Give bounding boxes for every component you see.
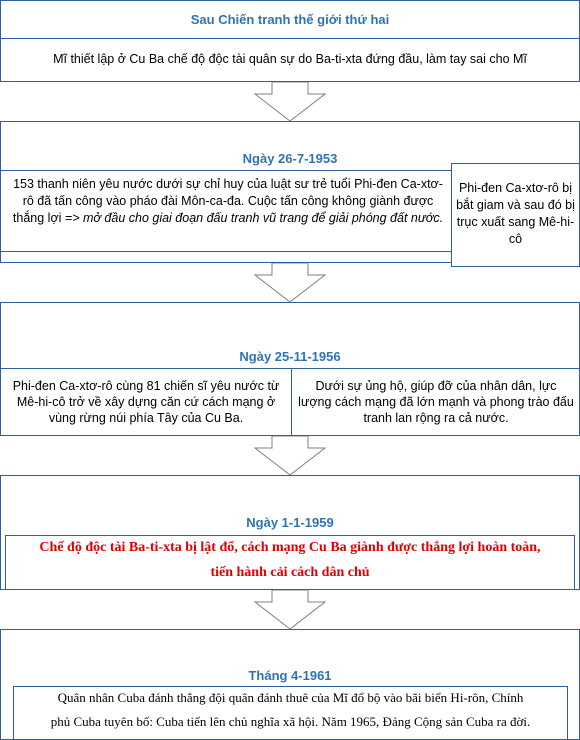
section3-right-text: Dưới sự ủng hộ, giúp đỡ của nhân dân, lực lượng cách mạng đã lớn mạnh và phong trào đấu tranh lan rộng ra cả nước. [298,379,574,425]
down-arrow-3 [254,436,326,476]
section2-main-text [8,176,448,227]
section3-title: Ngày 25-11-1956 [239,349,341,364]
section1-title: Sau Chiến tranh thế giới thứ hai [190,12,390,27]
section4-title: Ngày 1-1-1959 [246,515,334,530]
section2-title: Ngày 26-7-1953 [242,151,338,166]
section4-text-line2: tiến hành cải cách dân chủ [210,565,370,580]
section2-main-text-italic: => mở đầu cho giai đoạn đấu tranh vũ trang để giải phóng đất nước. [64,211,444,225]
down-arrow-4 [254,590,326,630]
section2-main-text-normal: 153 thanh niên yêu nước dưới sự chỉ huy của luật sư trẻ tuổi Phi-đen Ca-xtơ-rô đã tấn công vào pháo đài Môn-ca-đa. Cuộc tấn công không giành được thắng lợi [12,177,443,225]
section4-text-line1: Chế độ độc tài Ba-ti-xta bị lật đổ, cách mạng Cu Ba giành được thắng lợi hoàn toàn, [39,540,541,555]
section5-text-line2: phủ Cuba tuyên bố: Cuba tiến lên chủ nghĩa xã hội. Năm 1965, Đảng Cộng sản Cuba ra đời. [50,714,531,729]
down-arrow-2 [254,263,326,303]
section3-left-text: Phi-đen Ca-xtơ-rô cùng 81 chiến sĩ yêu nước từ Mê-hi-cô trở về xây dựng căn cứ cách mạng ở vùng rừng núi phía Tây của Cu Ba. [12,379,280,425]
section1-text: Mĩ thiết lập ở Cu Ba chế độ độc tài quân sự do Ba-ti-xta đứng đầu, làm tay sai cho Mĩ [53,52,527,66]
section5-title: Tháng 4-1961 [248,668,332,683]
section2-side-text: Phi-đen Ca-xtơ-rô bị bắt giam và sau đó bị trục xuất sang Mê-hi-cô [456,181,575,246]
down-arrow-1 [254,82,326,122]
section5-text-line1: Quân nhân Cuba đánh thắng đội quân đánh thuê của Mĩ đổ bộ vào bãi biển Hi-rôn, Chính [57,690,524,705]
